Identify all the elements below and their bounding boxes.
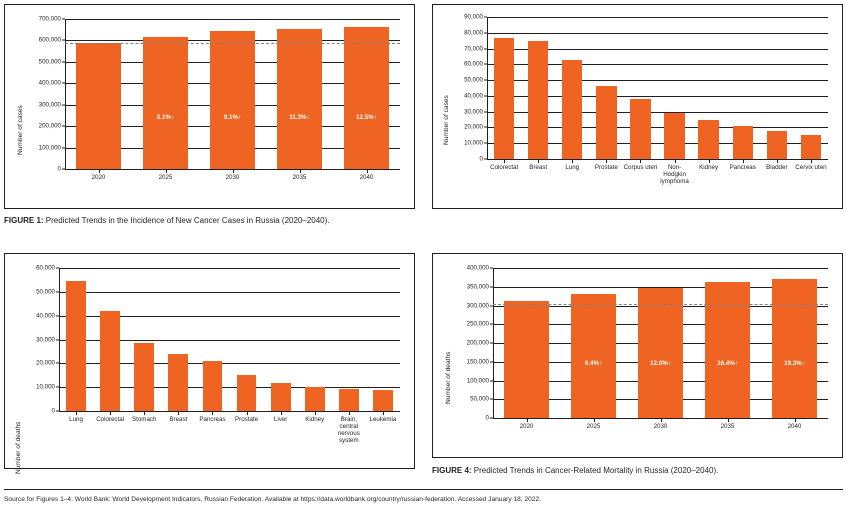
y-axis-tick-mark (490, 380, 493, 381)
bar-percent-label: 9.1%↑ (223, 114, 242, 121)
y-axis-tick-label: 30,000 (36, 336, 55, 343)
x-axis-tick-label: Leukemia (369, 416, 397, 423)
bar (562, 60, 582, 159)
figure-4-y-axis-label: Number of deaths (445, 351, 452, 404)
figure-2-chart (432, 4, 843, 209)
bar (571, 294, 615, 418)
x-axis-tick-mark (538, 160, 539, 163)
bar-percent-label: 19.3%↑ (784, 360, 805, 367)
x-axis-tick-label: 2020 (91, 174, 106, 181)
bar (339, 389, 359, 411)
x-axis-tick-mark (661, 419, 662, 422)
y-axis-tick-mark (56, 387, 59, 388)
x-axis-tick-label: Colorectal (490, 164, 518, 171)
y-axis-tick-label: 150,000 (466, 358, 489, 366)
y-axis-tick-label: 600,000 (38, 36, 61, 44)
x-axis-tick-label: 2040 (359, 174, 374, 181)
bar (772, 279, 816, 419)
y-axis-tick-mark (56, 339, 59, 340)
x-axis-tick-mark (640, 160, 641, 163)
x-axis-tick-mark (178, 412, 179, 415)
bar (528, 41, 548, 159)
figure-1-caption (4, 216, 424, 226)
bar (638, 288, 682, 419)
x-axis-tick-label: 2040 (787, 423, 802, 430)
x-axis-tick-mark (743, 160, 744, 163)
figure-1-chart (4, 4, 415, 209)
y-axis-tick-mark (490, 324, 493, 325)
x-axis-tick-label: Brain, central nervous system (337, 416, 360, 445)
figure-4-label: FIGURE 4: (432, 466, 472, 475)
gridline (487, 17, 828, 18)
x-axis-tick-label: 2030 (653, 423, 668, 430)
x-axis-tick-mark (281, 412, 282, 415)
y-axis-tick-mark (490, 268, 493, 269)
x-axis-tick-mark (675, 160, 676, 163)
y-axis-tick-label: 10,000 (36, 383, 55, 391)
y-axis-tick-label: 400,000 (38, 79, 61, 87)
x-axis-tick-label: Breast (169, 416, 188, 423)
y-axis-tick-label: 30,000 (464, 108, 483, 116)
y-axis-tick-mark (484, 80, 487, 81)
x-axis-tick-label: 2025 (586, 423, 601, 430)
y-axis-tick-label: 50,000 (470, 395, 489, 403)
y-axis-tick-label: 40,000 (36, 312, 55, 320)
y-axis-tick-label: 200,000 (38, 122, 61, 130)
gridline (59, 268, 400, 269)
y-axis-tick-mark (56, 363, 59, 364)
y-axis-tick-mark (484, 127, 487, 128)
y-axis-tick-mark (484, 32, 487, 33)
x-axis-tick-mark (349, 412, 350, 415)
x-axis-tick-mark (99, 170, 100, 173)
x-axis-tick-mark (527, 419, 528, 422)
bar-percent-label: 12.5%↑ (356, 114, 377, 121)
y-axis-tick-mark (62, 19, 65, 20)
bar (305, 387, 325, 411)
y-axis-tick-label: 200,000 (466, 339, 489, 347)
bar (168, 354, 188, 411)
gridline (493, 268, 828, 269)
bar (277, 29, 321, 169)
y-axis-tick-label: 50,000 (36, 288, 55, 296)
y-axis-tick-label: 100,000 (466, 377, 489, 384)
bar-percent-label: 16.4%↑ (717, 360, 738, 367)
figure-1-label: FIGURE 1: (4, 216, 44, 225)
reference-line (493, 304, 828, 305)
x-axis-tick-mark (166, 170, 167, 173)
bar (767, 131, 787, 159)
x-axis-tick-mark (594, 419, 595, 422)
figure-2-y-axis-label: Number of cases (443, 95, 450, 145)
figure-1-y-axis-label: Number of cases (17, 105, 24, 155)
footer-divider (4, 489, 843, 490)
bar (100, 311, 120, 411)
y-axis-tick-mark (56, 291, 59, 292)
y-axis-tick-label: 0 (51, 407, 55, 415)
y-axis-tick-label: 250,000 (466, 320, 489, 328)
bar (698, 120, 718, 159)
x-axis-tick-mark (811, 160, 812, 163)
x-axis-tick-label: Stomach (132, 416, 157, 423)
bar (733, 126, 753, 159)
bar (237, 375, 257, 411)
y-axis-tick-mark (484, 143, 487, 144)
x-axis-tick-mark (367, 170, 368, 173)
y-axis-tick-label: 0 (485, 414, 489, 422)
bar (705, 282, 749, 418)
y-axis-tick-mark (62, 104, 65, 105)
source-note: Source for Figures 1–4: World Bank: World Development Indicators, Russian Federation. Available at https://data.worldbank.org/country/russian-federation. Accessed January 18, 2022. (4, 496, 541, 503)
bar (504, 301, 548, 418)
x-axis-tick-mark (233, 170, 234, 173)
x-axis-tick-mark (572, 160, 573, 163)
figure-1-caption-text: Predicted Trends in the Incidence of New Cancer Cases in Russia (2020–2040). (45, 216, 330, 225)
y-axis-tick-label: 700,000 (38, 15, 61, 23)
x-axis-tick-label: Pancreas (729, 164, 756, 171)
y-axis-tick-label: 20,000 (464, 123, 483, 131)
figure-2-y-axis (487, 17, 488, 160)
y-axis-tick-label: 70,000 (464, 45, 483, 53)
x-axis-tick-mark (777, 160, 778, 163)
x-axis-tick-label: Cervix uteri (795, 164, 827, 171)
y-axis-tick-mark (484, 64, 487, 65)
y-axis-tick-label: 50,000 (464, 76, 483, 84)
x-axis-tick-mark (247, 412, 248, 415)
y-axis-tick-label: 20,000 (36, 359, 55, 367)
y-axis-tick-label: 90,000 (464, 13, 483, 21)
bar-percent-label: 6.4%↑ (584, 360, 603, 367)
y-axis-tick-label: 60,000 (36, 264, 55, 272)
x-axis-tick-label: Lung (69, 416, 83, 423)
y-axis-tick-mark (490, 399, 493, 400)
x-axis-tick-mark (709, 160, 710, 163)
figure-3-chart (4, 253, 415, 474)
y-axis-tick-label: 0 (57, 165, 61, 173)
y-axis-tick-mark (484, 48, 487, 49)
x-axis-tick-label: Kidney (305, 416, 325, 423)
x-axis-tick-mark (504, 160, 505, 163)
bar (373, 390, 393, 411)
y-axis-tick-label: 10,000 (464, 139, 483, 147)
bar (801, 135, 821, 159)
x-axis-tick-label: Corpus uteri (623, 164, 658, 171)
y-axis-tick-mark (484, 95, 487, 96)
x-axis-tick-mark (110, 412, 111, 415)
y-axis-tick-mark (62, 126, 65, 127)
x-axis-tick-label: Prostate (235, 416, 259, 423)
figure-1-plot (38, 15, 400, 181)
x-axis-tick-mark (315, 412, 316, 415)
x-axis-tick-label: Breast (529, 164, 548, 171)
x-axis-tick-label: Colorectal (96, 416, 125, 423)
y-axis-tick-mark (484, 111, 487, 112)
bar-percent-label: 12.0%↑ (650, 360, 671, 367)
figure-2-plot (464, 13, 828, 186)
bar (596, 86, 616, 159)
x-axis-tick-label: Non-Hodgkin lymphoma (660, 164, 689, 186)
bar (134, 343, 154, 411)
figure-4-caption-text: Predicted Trends in Cancer-Related Mortality in Russia (2020–2040). (473, 466, 719, 475)
y-axis-tick-mark (62, 147, 65, 148)
x-axis-tick-label: 2020 (519, 423, 534, 430)
y-axis-tick-mark (490, 286, 493, 287)
bar (76, 43, 120, 169)
figure-4-caption (432, 466, 847, 476)
bar (344, 27, 388, 169)
x-axis-tick-label: Liver (273, 416, 288, 423)
y-axis-tick-mark (490, 361, 493, 362)
bar-percent-label: 11.3%↑ (289, 114, 310, 121)
gridline (65, 19, 400, 20)
figure-4-plot (466, 264, 828, 430)
y-axis-tick-label: 400,000 (466, 264, 489, 272)
bar-percent-label: 5.1%↑ (156, 114, 175, 121)
x-axis-tick-label: Pancreas (199, 416, 226, 423)
x-axis-tick-mark (728, 419, 729, 422)
y-axis-tick-mark (62, 61, 65, 62)
bar (494, 38, 514, 159)
bar (66, 281, 86, 411)
y-axis-tick-label: 60,000 (464, 60, 483, 68)
y-axis-tick-label: 40,000 (464, 92, 483, 100)
gridline (487, 33, 828, 34)
y-axis-tick-mark (490, 305, 493, 306)
x-axis-tick-mark (144, 412, 145, 415)
bar (143, 37, 187, 169)
x-axis-tick-mark (795, 419, 796, 422)
reference-line (65, 43, 400, 44)
x-axis-tick-label: Bladder (766, 164, 788, 171)
x-axis-tick-mark (383, 412, 384, 415)
y-axis-tick-mark (484, 17, 487, 18)
x-axis-tick-label: 2025 (158, 174, 173, 181)
figure-3-y-axis-label: Number of deaths (15, 421, 22, 474)
bar (271, 383, 291, 411)
x-axis-tick-mark (212, 412, 213, 415)
y-axis-tick-label: 0 (479, 155, 483, 163)
x-axis-tick-label: Prostate (594, 164, 618, 171)
y-axis-tick-mark (62, 40, 65, 41)
x-axis-tick-mark (300, 170, 301, 173)
y-axis-tick-label: 500,000 (38, 58, 61, 66)
y-axis-tick-label: 80,000 (464, 29, 483, 37)
figure-3-plot (36, 264, 400, 445)
x-axis-tick-label: 2035 (292, 174, 307, 181)
y-axis-tick-label: 300,000 (466, 302, 489, 309)
y-axis-tick-mark (56, 268, 59, 269)
bar (210, 31, 254, 169)
y-axis-tick-mark (62, 83, 65, 84)
y-axis-tick-label: 300,000 (38, 101, 61, 109)
y-axis-tick-label: 100,000 (38, 144, 61, 152)
x-axis-tick-mark (606, 160, 607, 163)
bar (203, 361, 223, 411)
y-axis-tick-mark (56, 315, 59, 316)
x-axis-tick-label: Kidney (699, 164, 719, 171)
y-axis-tick-mark (490, 343, 493, 344)
bar (664, 113, 684, 159)
figure-4-chart (432, 253, 843, 458)
x-axis-tick-label: 2030 (225, 174, 240, 181)
gridline (59, 292, 400, 293)
y-axis-tick-label: 350,000 (466, 283, 489, 291)
x-axis-tick-label: Lung (565, 164, 580, 171)
x-axis-tick-mark (76, 412, 77, 415)
bar (630, 99, 650, 159)
x-axis-tick-label: 2035 (720, 423, 735, 430)
